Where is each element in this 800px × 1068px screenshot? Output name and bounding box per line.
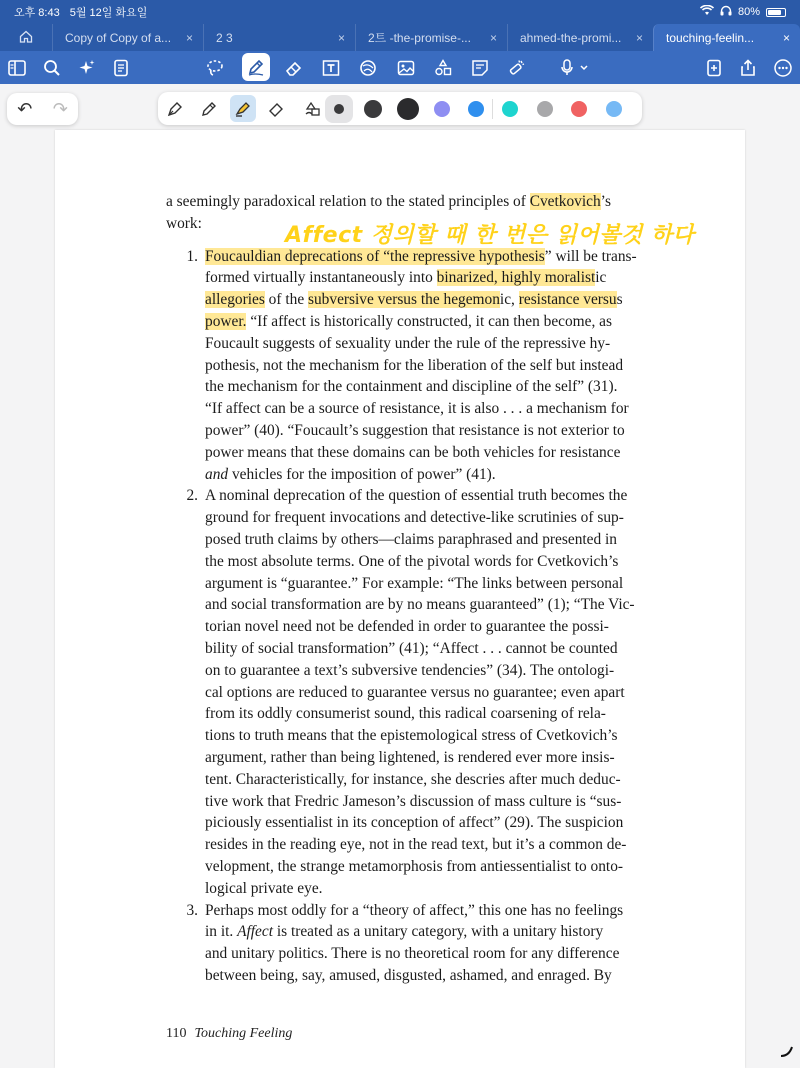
- tab-title: touching-feelin...: [666, 30, 755, 45]
- list-item-line: [205, 485, 648, 507]
- list-item-line: [205, 333, 648, 355]
- tab-title: 2 3: [216, 30, 233, 45]
- tab-title: 2트 -the-promise-...: [368, 31, 471, 45]
- italic-text: Affect: [237, 923, 273, 941]
- list-item-line: [205, 420, 648, 442]
- tab-doc-2[interactable]: [203, 24, 355, 51]
- list-item-line: [205, 638, 648, 660]
- highlighted-text: Foucauldian deprecations of “the repressive hypothesis: [205, 247, 545, 265]
- highlighted-text: binarized, highly moralist: [436, 269, 596, 287]
- list-item-line: [205, 507, 648, 529]
- add-page-icon[interactable]: [701, 55, 727, 81]
- search-icon[interactable]: [39, 55, 65, 81]
- text-run: ic,: [499, 291, 519, 309]
- text-run: the mechanism for the containment and discipline of the self” (31).: [205, 378, 618, 396]
- undo-button[interactable]: ↶: [17, 98, 33, 119]
- sidebar-icon[interactable]: [4, 55, 30, 81]
- text-run: from its oddly consumerist sound, this radical coarsening of rela-: [205, 705, 606, 723]
- tab-bar: [0, 24, 800, 51]
- text-run: Foucault suggests of sexuality under the rule of the repressive hy-: [205, 334, 611, 352]
- microphone-icon[interactable]: [555, 55, 595, 81]
- text-run: torian novel need not be defended in order to guarantee the possi-: [205, 618, 609, 636]
- list-number: 1.: [186, 247, 198, 265]
- text-run: ic: [595, 269, 607, 287]
- list-item-line: [205, 267, 648, 289]
- color-swatch-3[interactable]: [394, 95, 422, 123]
- highlighted-text: power.: [205, 313, 247, 330]
- text-run: posed truth claims by others—claims paraphrased and presented in: [205, 531, 618, 548]
- tab-title: Copy of Copy of a...: [65, 30, 172, 45]
- more-icon[interactable]: [770, 55, 796, 81]
- list-item-line: [205, 769, 648, 791]
- color-dot: [334, 104, 344, 114]
- color-swatch-7[interactable]: [531, 95, 559, 123]
- text-run: Perhaps most oddly for a “theory of affect,” this one has no feelings: [205, 901, 624, 919]
- list-item-line: [205, 747, 648, 769]
- home-icon: [19, 30, 33, 46]
- tab-doc-4[interactable]: [507, 24, 653, 51]
- text-run: tent. Characteristically, for instance, she descries after much deduc-: [205, 770, 621, 788]
- color-dot: [606, 101, 622, 117]
- sparkle-icon[interactable]: [74, 55, 100, 81]
- text-run: “If affect is historically constructed, it can then become, as: [246, 313, 612, 330]
- text-run: “If affect can be a source of resistance, it is also . . . a mechanism for: [205, 400, 629, 418]
- list-item-line: [205, 289, 648, 311]
- color-swatch-8[interactable]: [565, 95, 593, 123]
- list-item-line: [205, 616, 648, 638]
- highlighted-text: allegories: [205, 291, 265, 309]
- eraser-icon[interactable]: [281, 55, 307, 81]
- close-icon[interactable]: ×: [635, 30, 643, 45]
- undo-redo-group: [7, 93, 78, 125]
- text-run: of the: [264, 291, 308, 309]
- list-item-line: [205, 725, 648, 747]
- page-number: 110: [166, 1026, 187, 1041]
- tab-doc-3[interactable]: [355, 24, 507, 51]
- list-item-line: [205, 878, 648, 900]
- list-number: 3.: [186, 901, 198, 919]
- color-swatch-5[interactable]: [462, 95, 490, 123]
- intro-line: [166, 213, 648, 235]
- close-icon[interactable]: ×: [185, 30, 193, 45]
- list-item-line: [205, 355, 648, 377]
- close-icon[interactable]: ×: [489, 30, 497, 45]
- list-item-line: [205, 311, 648, 333]
- list-item-line: [205, 791, 648, 813]
- text-run: vehicles for the imposition of power” (41).: [228, 465, 496, 483]
- list-item-line: [205, 900, 648, 922]
- text-run: bility of social transformation” (41); “Affect . . . cannot be counted: [205, 640, 618, 657]
- color-dot: [468, 101, 484, 117]
- color-dot: [364, 100, 382, 118]
- resize-handle-icon: [780, 1044, 794, 1062]
- pages-icon[interactable]: [108, 55, 134, 81]
- text-run: the most absolute terms. One of the pivotal words for Cvetkovich’s: [205, 552, 619, 570]
- color-swatch-6[interactable]: [496, 95, 524, 123]
- textbox-icon[interactable]: [318, 55, 344, 81]
- list-item-line: [205, 921, 648, 943]
- text-run: resides in the reading eye, not in the read text, but it’s a common de-: [205, 836, 627, 854]
- color-dot: [502, 101, 518, 117]
- share-icon[interactable]: [735, 55, 761, 81]
- palette-divider: [492, 99, 493, 119]
- handwritten-annotation: Affect 정의할 때 한 번은 읽어볼것 하다: [285, 223, 695, 248]
- text-run: between being, say, amused, disgusted, ashamed, and enraged. By: [205, 967, 612, 984]
- fountain-pen-icon[interactable]: [162, 96, 188, 122]
- text-run: velopment, the strange metamorphosis from antiessentialist to onto-: [205, 858, 624, 875]
- list-item-line: [205, 965, 648, 987]
- elements-icon[interactable]: [430, 55, 456, 81]
- text-run: logical private eye.: [205, 879, 323, 897]
- color-swatch-1[interactable]: [325, 95, 353, 123]
- text-run: and unitary politics. There is no theoretical room for any difference: [205, 945, 620, 963]
- color-dot: [571, 101, 587, 117]
- highlighter-icon[interactable]: [230, 95, 256, 122]
- color-dot: [397, 98, 419, 120]
- shape-tool-icon[interactable]: [300, 96, 326, 122]
- text-run: a seemingly paradoxical relation to the stated principles of: [166, 193, 530, 210]
- lasso-icon[interactable]: [202, 55, 228, 81]
- battery-icon: [766, 8, 786, 17]
- image-icon[interactable]: [393, 55, 419, 81]
- text-run: formed virtually instantaneously into: [205, 269, 437, 287]
- list-item-line: [205, 464, 648, 486]
- highlighted-text: resistance versu: [518, 291, 617, 309]
- sticky-note-icon[interactable]: [467, 55, 493, 81]
- page-footer: [166, 1026, 292, 1042]
- close-icon[interactable]: ×: [782, 30, 790, 45]
- list-item-line: [205, 682, 648, 704]
- status-bar: [0, 0, 800, 24]
- date: 5월 12일 화요일: [69, 7, 148, 19]
- tab-doc-5-active[interactable]: [653, 24, 800, 51]
- text-run: power means that these domains can be both vehicles for resistance: [205, 443, 621, 461]
- color-swatch-2[interactable]: [359, 95, 387, 123]
- intro-line: [166, 191, 648, 213]
- pen-icon[interactable]: [242, 53, 270, 81]
- list-item-line: [205, 573, 648, 595]
- text-run: argument, rather than being lightened, is rendered ever more insis-: [205, 749, 615, 766]
- text-run: power” (40). “Foucault’s suggestion that resistance is not exterior to: [205, 422, 625, 439]
- text-run: ground for frequent invocations and detective-like scrutinies of sup-: [205, 509, 624, 527]
- text-run: argument is “guarantee.” For example: “The links between personal: [205, 574, 624, 592]
- text-run: in it.: [205, 923, 238, 941]
- list-item-line: [205, 551, 648, 573]
- close-icon[interactable]: ×: [337, 30, 345, 45]
- home-tab[interactable]: [0, 24, 52, 51]
- color-swatch-4[interactable]: [428, 95, 456, 123]
- text-run: s: [616, 291, 623, 309]
- main-toolbar: [0, 51, 800, 84]
- text-run: is treated as a unitary category, with a unitary history: [272, 923, 604, 941]
- list-item-line: [205, 594, 648, 616]
- text-run: ’s: [600, 193, 611, 210]
- tab-doc-1[interactable]: [52, 24, 203, 51]
- list-item-line: [205, 442, 648, 464]
- list-item-line: [205, 834, 648, 856]
- text-run: ” will be trans-: [544, 247, 637, 265]
- pen-palette: [158, 92, 642, 125]
- text-run: work:: [166, 214, 202, 232]
- text-run: and social transformation are by no means guaranteed” (1); “The Vic-: [205, 596, 635, 614]
- text-run: on to guarantee a text’s subversive tendencies” (34). The ontologi-: [205, 661, 615, 679]
- text-run: piciously essentialist in its conception of affect” (29). The suspicion: [205, 814, 624, 832]
- text-run: pothesis, not the mechanism for the liberation of the self but instead: [205, 356, 624, 374]
- color-dot: [434, 101, 450, 117]
- book-title: Touching Feeling: [194, 1026, 293, 1041]
- list-item-line: [205, 398, 648, 420]
- tab-title: ahmed-the-promi...: [520, 30, 622, 45]
- highlighted-text: subversive versus the hegemon: [308, 291, 500, 309]
- list-item-line: [205, 246, 648, 268]
- shapes-icon[interactable]: [355, 55, 381, 81]
- list-item-line: [205, 703, 648, 725]
- list-item-line: [205, 376, 648, 398]
- wifi-icon: [700, 5, 714, 19]
- ballpoint-pen-icon[interactable]: [196, 96, 222, 122]
- eraser-tool-icon[interactable]: [264, 96, 290, 122]
- list-item-line: [205, 660, 648, 682]
- color-swatch-9[interactable]: [600, 95, 628, 123]
- color-dot: [537, 101, 553, 117]
- italic-text: and: [205, 465, 229, 483]
- list-number: 2.: [186, 487, 198, 505]
- text-run: cal options are reduced to guarantee versus no guarantee; even apart: [205, 683, 625, 701]
- text-run: tions to truth means that the epistemological stress of Cvetkovich’s: [205, 727, 618, 745]
- clock: 오후 8:43: [14, 7, 60, 19]
- list-item-line: [205, 943, 648, 965]
- redo-button[interactable]: ↷: [52, 98, 68, 119]
- list-item-line: [205, 856, 648, 878]
- text-run: tive work that Fredric Jameson’s discussion of mass culture is “sus-: [205, 792, 622, 810]
- highlighted-text: Cvetkovich: [529, 193, 601, 210]
- text-run: A nominal deprecation of the question of essential truth becomes the: [205, 487, 628, 505]
- list-item-line: [205, 529, 648, 551]
- battery-percent: 80%: [737, 6, 760, 18]
- laser-pointer-icon[interactable]: [504, 55, 530, 81]
- headphones-icon: [720, 5, 732, 19]
- list-item-line: [205, 812, 648, 834]
